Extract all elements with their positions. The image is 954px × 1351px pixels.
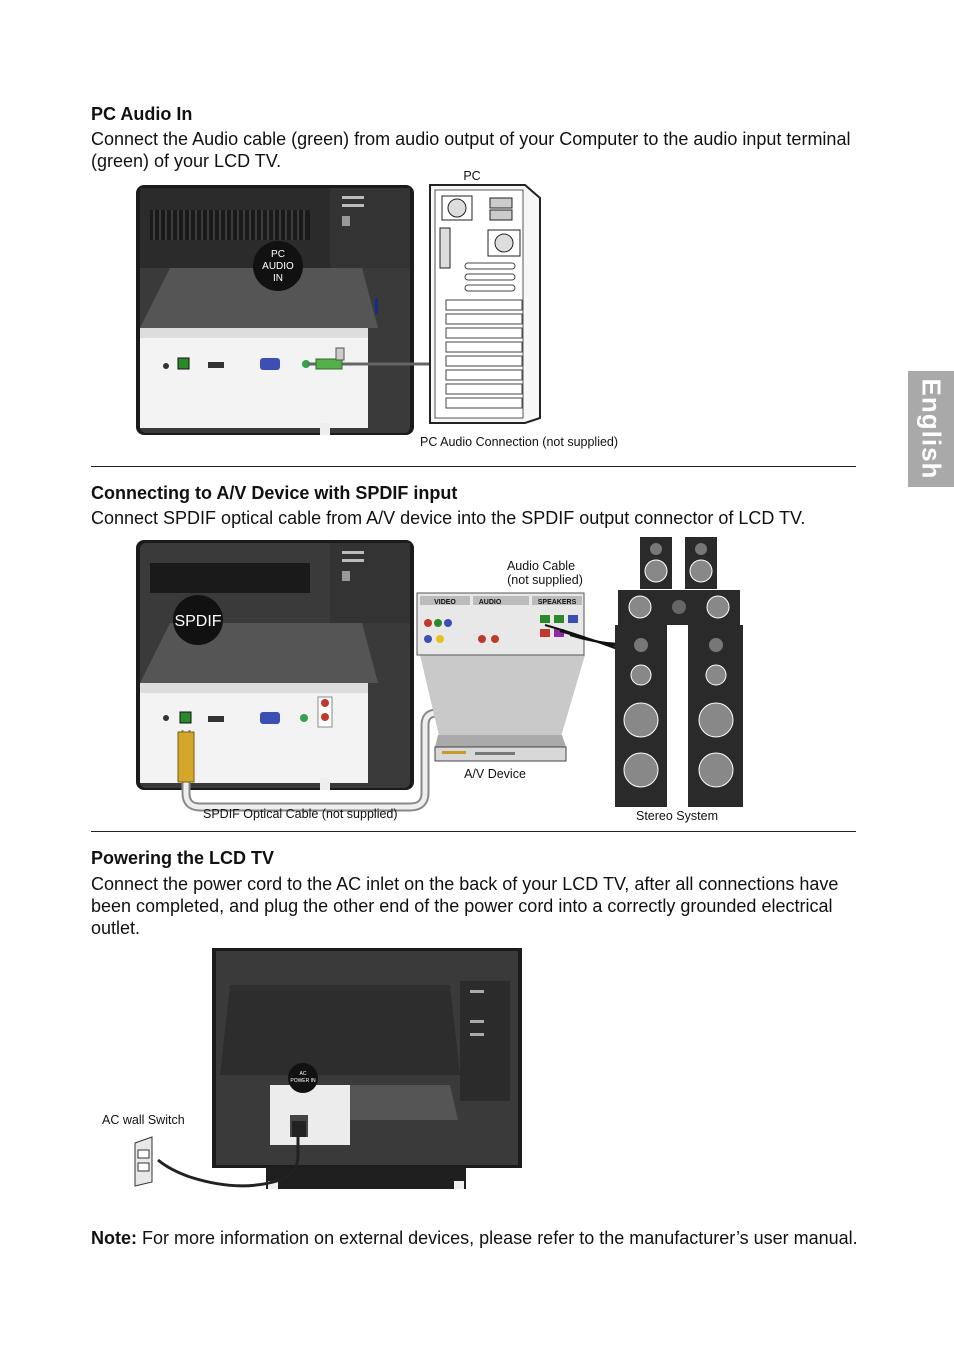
pc-tower-illustration — [430, 185, 540, 423]
badge-line-3: IN — [273, 273, 283, 284]
badge-line-1: PC — [271, 249, 285, 260]
badge-line-2: AUDIO — [262, 261, 294, 272]
language-tab — [908, 371, 954, 487]
stereo-system-illustration — [615, 537, 743, 807]
section-body-pc-audio: Connect the Audio cable (green) from audio output of your Computer to the audio input terminal (green) of your LCD TV. — [91, 129, 851, 171]
note-text: For more information on external devices, please refer to the manufacturer’s user manual. — [137, 1228, 858, 1248]
tv-back-illustration-3 — [212, 948, 522, 1189]
note — [91, 1227, 861, 1249]
divider-2 — [91, 831, 856, 832]
power-diagram — [130, 945, 530, 1195]
av-device-label: A/V Device — [464, 767, 526, 781]
panel-video-label: VIDEO — [434, 599, 456, 606]
spdif-diagram — [130, 535, 750, 810]
note-label: Note: — [91, 1228, 137, 1248]
wall-outlet-illustration — [135, 1137, 152, 1186]
audio-cable-label-1: Audio Cable — [506, 559, 576, 573]
section-heading-spdif: Connecting to A/V Device with SPDIF input — [91, 483, 458, 503]
section-body-spdif: Connect SPDIF optical cable from A/V device into the SPDIF output connector of LCD TV. — [91, 508, 806, 528]
av-device-illustration — [435, 735, 566, 761]
tv-back-illustration — [136, 185, 414, 435]
panel-speakers-label: SPEAKERS — [537, 599, 577, 606]
stereo-system-caption: Stereo System — [636, 809, 718, 823]
spdif-badge-label: SPDIF — [174, 613, 222, 630]
language-tab-label: English — [916, 378, 947, 480]
section-body-power: Connect the power cord to the AC inlet on the back of your LCD TV, after all connections have been completed, and plug the other end of the power cord into a correctly grounded electrical outlet. — [91, 874, 839, 938]
pc-audio-diagram — [130, 168, 630, 440]
audio-cable-label-2: (not supplied) — [507, 573, 583, 587]
divider-1 — [91, 466, 856, 467]
panel-audio-label: AUDIO — [478, 599, 502, 606]
pc-audio-caption: PC Audio Connection (not supplied) — [420, 435, 619, 449]
section-heading-power: Powering the LCD TV — [91, 848, 275, 868]
receiver-panel — [417, 593, 585, 740]
ac-badge-line-1: AC — [299, 1071, 307, 1077]
ac-badge-line-2: POWER IN — [290, 1078, 316, 1084]
ac-wall-switch-caption: AC wall Switch — [102, 1113, 185, 1127]
pc-label: PC — [463, 169, 481, 183]
optical-cable-caption: SPDIF Optical Cable (not supplied) — [203, 807, 398, 821]
section-heading-pc-audio: PC Audio In — [91, 104, 193, 124]
